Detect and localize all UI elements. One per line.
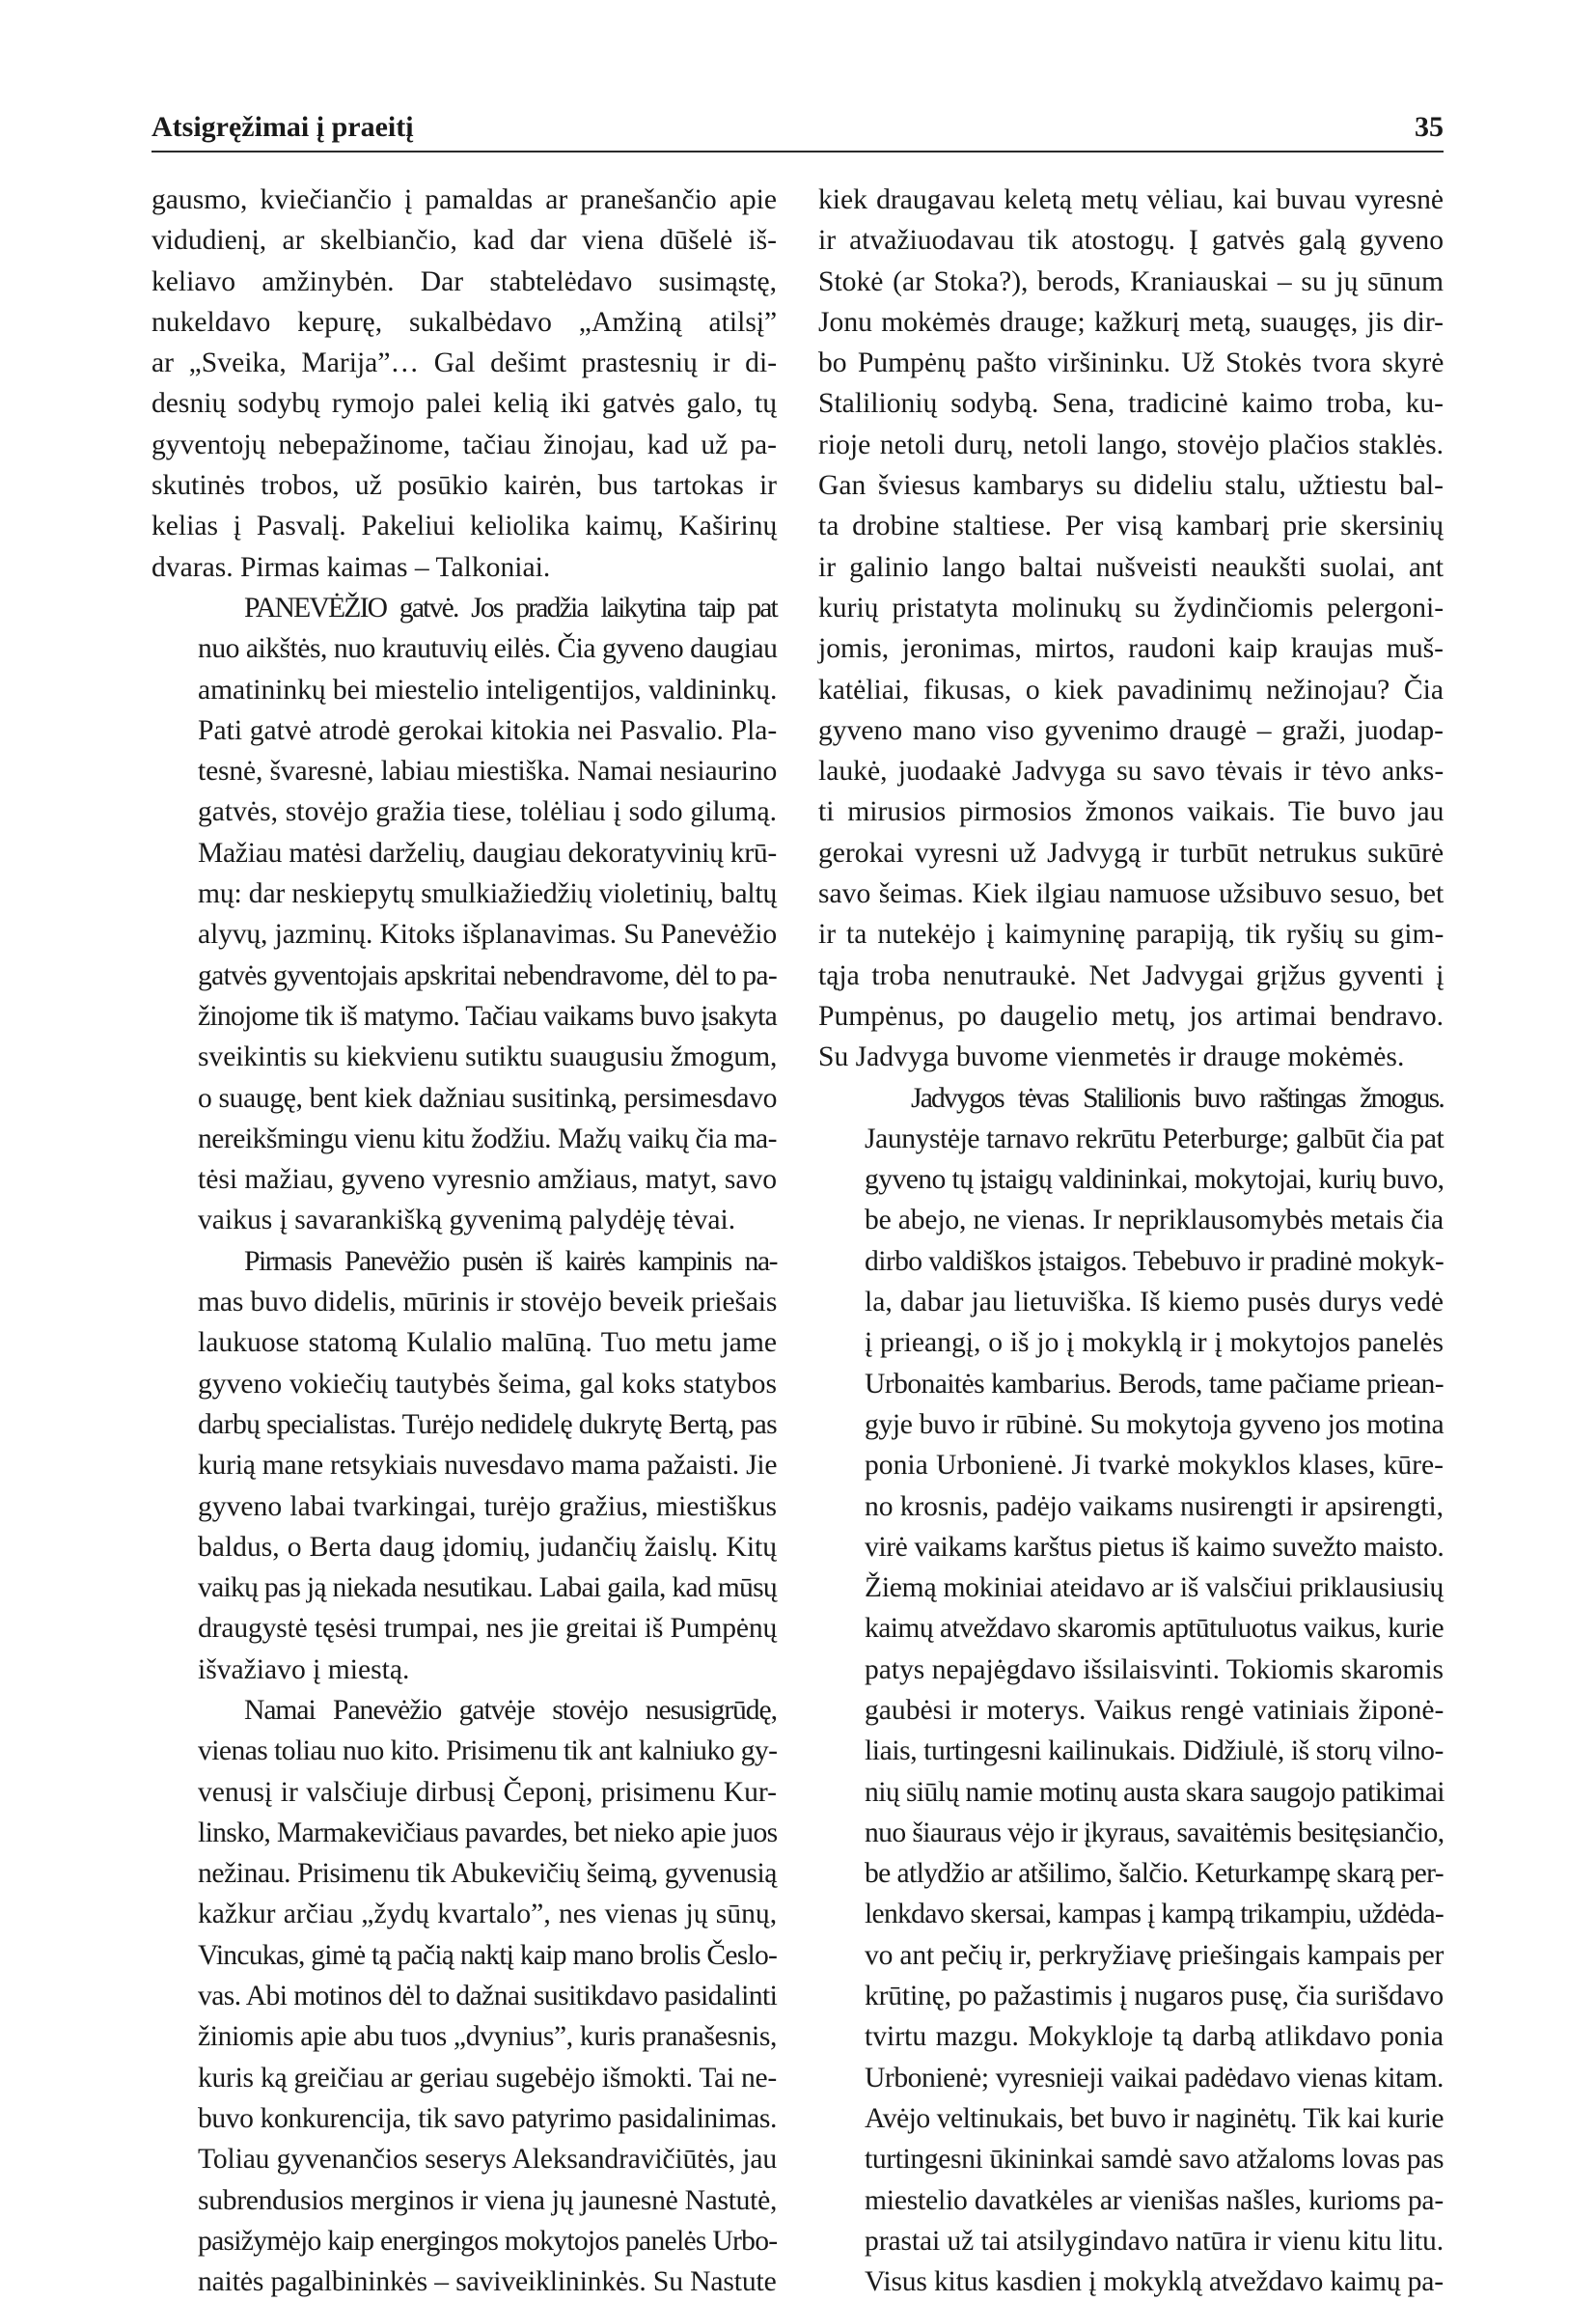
text-line: Jadvygos tėvas Stalilionis buvo raštingas žmogus.: [911, 1082, 1444, 1114]
paragraph: [151, 180, 777, 588]
text-line: Jonu mokėmės drauge; kažkurį metą, suaugęs, jis dir-: [818, 306, 1444, 338]
text-line: dirbo valdiškos įstaigos. Tebebuvo ir pradinė mokyk-: [865, 1245, 1445, 1277]
text-line: Avėjo veltinukais, bet buvo ir naginėtų. Tik kai kurie: [865, 2102, 1444, 2134]
text-line: gyveno labai tvarkingai, turėjo gražius, miestiškus: [198, 1490, 777, 1522]
text-line: Urbonienė; vyresnieji vaikai padėdavo vienas kitam.: [865, 2062, 1444, 2094]
text-line: tesnė, švaresnė, labiau miestiška. Namai nesiaurino: [198, 756, 778, 788]
text-line: žiniomis apie abu tuos „dvynius”, kuris pranašesnis,: [198, 2021, 778, 2053]
text-line: o suaugę, bent kiek dažniau susitinką, persimesdavo: [198, 1082, 778, 1114]
text-line: laukuose statomą Kulalio malūną. Tuo metu jame: [198, 1327, 777, 1359]
text-line: bo Pumpėnų pašto viršininku. Už Stokės tvora skyrė: [818, 347, 1445, 379]
text-line: Stokė (ar Stoka?), berods, Kraniauskai – su jų sūnum: [818, 265, 1444, 297]
paragraph: [818, 1078, 1444, 2302]
text-line: nereikšmingu vienu kitu žodžiu. Mažų vaikų čia ma-: [198, 1123, 777, 1154]
text-line: la, dabar jau lietuviška. Iš kiemo pusės durys vedė: [865, 1287, 1445, 1318]
text-line: gyje buvo ir rūbinė. Su mokytoja gyveno jos motina: [865, 1408, 1445, 1440]
text-line: ir atvažiuodavau tik atostogų. Į gatvės galą gyveno: [818, 225, 1444, 257]
text-line: Su Jadvyga buvome vienmetės ir drauge mokėmės.: [818, 1041, 1405, 1073]
running-header: [151, 104, 1444, 153]
text-line: katėliai, fikusas, o kiek pavadinimų nežinojau? Čia: [818, 674, 1444, 706]
text-line: vidudienį, ar skelbiančio, kad dar viena dūšelė iš-: [151, 225, 777, 257]
text-line: Stalilionių sodybą. Sena, tradicinė kaimo troba, ku-: [818, 388, 1445, 420]
text-line: be atlydžio ar atšilimo, šalčio. Keturkampę skarą per-: [865, 1858, 1444, 1890]
text-line: vienas toliau nuo kito. Prisimenu tik ant kalniuko gy-: [198, 1735, 778, 1767]
text-line: kaimų atveždavo skaromis aptūtuluotus vaikus, kurie: [865, 1613, 1444, 1645]
text-line: gyveno tų įstaigų valdininkai, mokytojai, kurių buvo,: [865, 1164, 1445, 1196]
text-line: nių siūlų namie motinų austa skara saugojo patikimai: [865, 1776, 1445, 1808]
text-line: Mažiau matėsi darželių, daugiau dekoratyvinių krū-: [198, 837, 778, 869]
text-line: Gan šviesus kambarys su dideliu stalu, užtiestu bal-: [818, 470, 1444, 502]
text-line: darbų specialistas. Turėjo nedidelę dukrytę Bertą, pas: [198, 1408, 777, 1440]
text-line: linsko, Marmakevičiaus pavardes, bet nieko apie juos: [198, 1817, 778, 1848]
text-line: ar „Sveika, Marija”… Gal dešimt prastesnių ir di-: [151, 347, 778, 379]
text-line: skutinės trobos, už posūkio kairėn, bus tartokas ir: [151, 470, 778, 502]
text-line: gatvės, stovėjo gražia tiese, tolėliau į sodo gilumą.: [198, 796, 777, 828]
text-line: Žiemą mokiniai ateidavo ar iš valsčiui priklausiusių: [865, 1572, 1445, 1604]
text-line: Toliau gyvenančios seserys Aleksandravičiūtės, jau: [198, 2144, 777, 2176]
text-line: nežinau. Prisimenu tik Abukevičių šeimą, gyvenusią: [198, 1858, 777, 1890]
paragraph: [151, 1241, 777, 1690]
text-line: amatininkų bei miestelio inteligentijos, valdininkų.: [198, 674, 778, 706]
text-line: pasižymėjo kaip energingos mokytojos panelės Urbo-: [198, 2225, 778, 2257]
text-line: vas. Abi motinos dėl to dažnai susitikdavo pasidalinti: [198, 1981, 778, 2012]
text-line: ir ta nutekėjo į kaimyninę parapiją, tik ryšių su gim-: [818, 919, 1445, 951]
text-line: Visus kitus kasdien į mokyklą atveždavo kaimų pa-: [865, 2266, 1444, 2298]
text-line: dvaras. Pirmas kaimas – Talkoniai.: [151, 551, 551, 583]
text-line: Urbonaitės kambarius. Berods, tame pačiame priean-: [865, 1368, 1444, 1400]
text-line: kuris ką greičiau ar geriau sugebėjo išmokti. Tai ne-: [198, 2062, 777, 2094]
text-line: patys nepajėgdavo išsilaisvinti. Tokiomis skaromis: [865, 1653, 1444, 1685]
text-line: gerokai vyresni už Jadvygą ir turbūt netrukus sukūrė: [818, 837, 1445, 869]
text-line: gyventojų nebepažinome, tačiau žinojau, kad už pa-: [151, 429, 777, 460]
text-line: tąja troba nenutraukė. Net Jadvygai grįžus gyventi į: [818, 959, 1445, 991]
text-line: lenkdavo skersai, kampas į kampą trikampiu, uždėda-: [865, 1899, 1445, 1930]
text-line: Pati gatvė atrodė gerokai kitokia nei Pasvalio. Pla-: [198, 714, 778, 746]
text-line: liais, turtingesni kailinukais. Didžiulė, iš storų vilno-: [865, 1735, 1444, 1767]
text-line: tvirtu mazgu. Mokykloje tą darbą atlikdavo ponia: [865, 2021, 1444, 2053]
text-line: venusį ir valsčiuje dirbusį Čeponį, prisimenu Kur-: [198, 1776, 777, 1808]
left-column: [151, 180, 777, 2302]
paragraph: [151, 1690, 777, 2302]
text-line: Pirmasis Panevėžio pusėn iš kairės kampinis na-: [244, 1245, 777, 1277]
text-line: vaikus į savarankišką gyvenimą palydėję tėvai.: [198, 1205, 736, 1236]
paragraph: [151, 588, 777, 1241]
text-line: naitės pagalbininkės – saviveiklininkės. Su Nastute: [198, 2266, 777, 2298]
text-line: kelias į Pasvalį. Pakeliui keliolika kaimų, Kaširinų: [151, 511, 778, 542]
text-line: nuo šiauraus vėjo ir įkyraus, savaitėmis besitęsiančio,: [865, 1817, 1445, 1848]
paragraph: [818, 180, 1444, 1078]
text-line: draugystė tęsėsi trumpai, nes jie greitai iš Pumpėnų: [198, 1613, 778, 1645]
text-line: gatvės gyventojais apskritai nebendravome, dėl to pa-: [198, 959, 777, 991]
text-line: turtingesni ūkininkai samdė savo atžaloms lovas pas: [865, 2144, 1445, 2176]
text-line: Jaunystėje tarnavo rekrūtu Peterburge; galbūt čia pat: [865, 1123, 1445, 1154]
text-line: sveikintis su kiekvienu sutiktu suaugusiu žmogum,: [198, 1041, 778, 1073]
text-columns: [151, 180, 1444, 2302]
book-page: [151, 104, 1444, 2302]
text-line: keliavo amžinybėn. Dar stabtelėdavo susimąstę,: [151, 265, 777, 297]
page-number: 35: [1415, 111, 1444, 143]
text-line: mų: dar neskiepytų smulkiažiedžių violetinių, baltų: [198, 878, 778, 910]
text-line: ta drobine staltiese. Per visą kambarį prie skersinių: [818, 511, 1444, 542]
text-line: subrendusios merginos ir viena jų jaunesnė Nastutė,: [198, 2184, 778, 2216]
text-line: rioje netoli durų, netoli lango, stovėjo plačios staklės.: [818, 429, 1444, 460]
text-line: vaikų pas ją niekada nesutikau. Labai gaila, kad mūsų: [198, 1572, 777, 1604]
text-line: vo ant pečių ir, perkryžiavę priešingais kampais per: [865, 1939, 1445, 1971]
text-line: ti mirusios pirmosios žmonos vaikais. Tie buvo jau: [818, 796, 1445, 828]
text-line: išvažiavo į miestą.: [198, 1653, 410, 1685]
text-line: miestelio davatkėles ar vienišas našles, kurioms pa-: [865, 2184, 1444, 2216]
text-line: be abejo, ne vienas. Ir nepriklausomybės metais čia: [865, 1205, 1444, 1236]
text-line: ponia Urbonienė. Ji tvarkė mokyklos klases, kūre-: [865, 1450, 1445, 1482]
text-line: mas buvo didelis, mūrinis ir stovėjo beveik priešais: [198, 1287, 778, 1318]
running-title: Atsigręžimai į praeitį: [151, 111, 414, 143]
text-line: desnių sodybų rymojo palei kelią iki gatvės galo, tų: [151, 388, 777, 420]
text-line: alyvų, jazminų. Kitoks išplanavimas. Su Panevėžio: [198, 919, 777, 951]
text-line: gausmo, kviečiančio į pamaldas ar pranešančio apie: [151, 184, 777, 215]
text-line: buvo konkurencija, tik savo patyrimo pasidalinimas.: [198, 2102, 777, 2134]
text-line: Vincukas, gimė tą pačią naktį kaip mano brolis Česlo-: [198, 1939, 778, 1971]
text-line: gaubėsi ir moterys. Vaikus rengė vatiniais žiponė-: [865, 1694, 1445, 1726]
text-line: Namai Panevėžio gatvėje stovėjo nesusigrūdę,: [244, 1694, 777, 1726]
text-line: nuo aikštės, nuo krautuvių eilės. Čia gyveno daugiau: [198, 633, 778, 665]
text-line: laukė, juodaakė Jadvyga su savo tėvais ir tėvo anks-: [818, 756, 1445, 788]
text-line: krūtinę, po pažastimis į nugaros pusę, čia surišdavo: [865, 1981, 1445, 2012]
text-line: gyveno vokiečių tautybės šeima, gal koks statybos: [198, 1368, 777, 1400]
text-line: prastai už tai atsilygindavo natūra ir vienu kitu litu.: [865, 2225, 1444, 2257]
text-line: no krosnis, padėjo vaikams nusirengti ir apsirengti,: [865, 1490, 1444, 1522]
text-line: jomis, jeronimas, mirtos, raudoni kaip kraujas muš-: [818, 633, 1444, 665]
text-line: savo šeimas. Kiek ilgiau namuose užsibuvo sesuo, bet: [818, 878, 1445, 910]
text-line: į prieangį, o iš jo į mokyklą ir į mokytojos panelės: [865, 1327, 1444, 1359]
text-line: kažkur arčiau „žydų kvartalo”, nes vienas jų sūnų,: [198, 1899, 778, 1930]
text-line: baldus, o Berta daug įdomių, judančių žaislų. Kitų: [198, 1531, 778, 1563]
text-line: gyveno mano viso gyvenimo draugė – graži, juodap-: [818, 714, 1444, 746]
text-line: Pumpėnus, po daugelio metų, jos artimai bendravo.: [818, 1000, 1445, 1032]
text-line: žinojome tik iš matymo. Tačiau vaikams buvo įsakyta: [198, 1000, 777, 1032]
text-line: kurių pristatyta molinukų su žydinčiomis pelergoni-: [818, 592, 1445, 624]
text-line: PANEVĖŽIO gatvė. Jos pradžia laikytina taip pat: [244, 592, 777, 624]
text-line: tėsi mažiau, gyveno vyresnio amžiaus, matyt, savo: [198, 1164, 777, 1196]
right-column: [818, 180, 1444, 2302]
text-line: kiek draugavau keletą metų vėliau, kai buvau vyresnė: [818, 184, 1445, 215]
text-line: ir galinio lango baltai nušveisti neaukšti suolai, ant: [818, 551, 1444, 583]
text-line: nukeldavo kepurę, sukalbėdavo „Amžiną atilsį”: [151, 306, 778, 338]
text-line: virė vaikams karštus pietus iš kaimo suvežto maisto.: [865, 1531, 1445, 1563]
text-line: kurią mane retsykiais nuvesdavo mama pažaisti. Jie: [198, 1450, 778, 1482]
